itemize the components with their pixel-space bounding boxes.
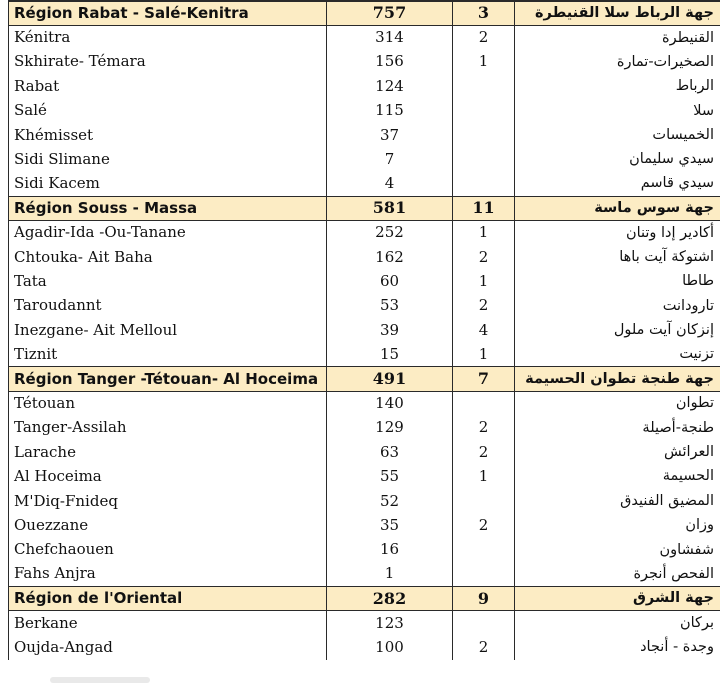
province-name-arabic: بركان <box>515 611 721 635</box>
province-name: Tanger-Assilah <box>9 416 327 440</box>
province-name-arabic: سيدي قاسم <box>515 172 721 196</box>
province-value: 35 <box>327 513 453 537</box>
province-count: 2 <box>453 635 515 659</box>
province-value: 60 <box>327 269 453 293</box>
province-row <box>9 147 721 171</box>
province-name: Khémisset <box>9 123 327 147</box>
province-name-arabic: سلا <box>515 99 721 123</box>
province-row <box>9 562 721 586</box>
province-value: 156 <box>327 50 453 74</box>
province-name: Tétouan <box>9 391 327 415</box>
province-value: 55 <box>327 464 453 488</box>
province-name-arabic: شفشاون <box>515 538 721 562</box>
statistics-table-sheet <box>8 0 720 668</box>
region-name: Région de l'Oriental <box>9 586 327 610</box>
province-count: 2 <box>453 245 515 269</box>
province-count <box>453 147 515 171</box>
province-row <box>9 50 721 74</box>
region-name: Région Rabat - Salé-Kenitra <box>9 1 327 25</box>
region-header-row <box>9 367 721 391</box>
province-value: 140 <box>327 391 453 415</box>
province-row <box>9 25 721 49</box>
province-name: Chtouka- Ait Baha <box>9 245 327 269</box>
province-value: 37 <box>327 123 453 147</box>
province-row <box>9 342 721 366</box>
region-name: Région Tanger -Tétouan- Al Hoceima <box>9 367 327 391</box>
province-name-arabic: العرائش <box>515 440 721 464</box>
region-count: 9 <box>453 586 515 610</box>
province-count <box>453 562 515 586</box>
province-value: 252 <box>327 221 453 245</box>
province-value: 124 <box>327 74 453 98</box>
province-count: 1 <box>453 269 515 293</box>
region-total: 491 <box>327 367 453 391</box>
province-count: 4 <box>453 318 515 342</box>
province-row <box>9 123 721 147</box>
province-name-arabic: تطوان <box>515 391 721 415</box>
province-row <box>9 489 721 513</box>
province-value: 123 <box>327 611 453 635</box>
province-count <box>453 611 515 635</box>
province-name-arabic: وزان <box>515 513 721 537</box>
province-name: Chefchaouen <box>9 538 327 562</box>
region-total: 581 <box>327 196 453 220</box>
province-row <box>9 538 721 562</box>
region-header-row <box>9 196 721 220</box>
province-value: 7 <box>327 147 453 171</box>
province-name: M'Diq-Fnideq <box>9 489 327 513</box>
province-value: 16 <box>327 538 453 562</box>
province-value: 39 <box>327 318 453 342</box>
province-value: 53 <box>327 294 453 318</box>
province-name-arabic: المضيق الفنيدق <box>515 489 721 513</box>
province-row <box>9 416 721 440</box>
province-name: Rabat <box>9 74 327 98</box>
province-name-arabic: الحسيمة <box>515 464 721 488</box>
province-value: 162 <box>327 245 453 269</box>
region-count: 3 <box>453 1 515 25</box>
province-value: 129 <box>327 416 453 440</box>
province-name-arabic: الفحص أنجرة <box>515 562 721 586</box>
column-divider <box>514 0 515 4</box>
province-name: Kénitra <box>9 25 327 49</box>
province-count: 1 <box>453 464 515 488</box>
province-count: 2 <box>453 513 515 537</box>
province-name: Sidi Slimane <box>9 147 327 171</box>
province-value: 1 <box>327 562 453 586</box>
region-name: Région Souss - Massa <box>9 196 327 220</box>
region-name-arabic: جهة الشرق <box>515 586 721 610</box>
province-name: Inezgane- Ait Melloul <box>9 318 327 342</box>
province-name-arabic: الرباط <box>515 74 721 98</box>
province-name: Tiznit <box>9 342 327 366</box>
province-row <box>9 318 721 342</box>
province-count: 1 <box>453 342 515 366</box>
province-name: Agadir-Ida -Ou-Tanane <box>9 221 327 245</box>
province-name-arabic: تزنيت <box>515 342 721 366</box>
province-count <box>453 99 515 123</box>
province-name-arabic: وجدة - أنجاد <box>515 635 721 659</box>
province-count <box>453 123 515 147</box>
province-name-arabic: اشتوكة آيت باها <box>515 245 721 269</box>
province-row <box>9 513 721 537</box>
province-row <box>9 440 721 464</box>
province-value: 63 <box>327 440 453 464</box>
province-count <box>453 391 515 415</box>
province-count: 2 <box>453 294 515 318</box>
province-row <box>9 611 721 635</box>
region-total: 282 <box>327 586 453 610</box>
province-name-arabic: طاطا <box>515 269 721 293</box>
province-name-arabic: تارودانت <box>515 294 721 318</box>
regional-table-body <box>9 1 721 660</box>
province-name: Taroudannt <box>9 294 327 318</box>
province-row <box>9 221 721 245</box>
province-count <box>453 172 515 196</box>
province-count <box>453 489 515 513</box>
province-value: 100 <box>327 635 453 659</box>
province-count: 2 <box>453 25 515 49</box>
page-shadow <box>50 677 150 683</box>
region-name-arabic: جهة سوس ماسة <box>515 196 721 220</box>
province-name: Oujda-Angad <box>9 635 327 659</box>
province-row <box>9 245 721 269</box>
province-name: Ouezzane <box>9 513 327 537</box>
column-divider <box>326 0 327 4</box>
regional-table <box>8 0 720 660</box>
province-name: Sidi Kacem <box>9 172 327 196</box>
province-row <box>9 294 721 318</box>
province-row <box>9 464 721 488</box>
province-count: 1 <box>453 50 515 74</box>
region-header-row <box>9 1 721 25</box>
province-name: Tata <box>9 269 327 293</box>
province-row <box>9 172 721 196</box>
province-name-arabic: الخميسات <box>515 123 721 147</box>
province-name-arabic: إنزكان آيت ملول <box>515 318 721 342</box>
province-name: Skhirate- Témara <box>9 50 327 74</box>
province-name: Salé <box>9 99 327 123</box>
province-row <box>9 74 721 98</box>
province-count: 2 <box>453 416 515 440</box>
region-count: 11 <box>453 196 515 220</box>
province-count: 2 <box>453 440 515 464</box>
region-name-arabic: جهة طنجة تطوان الحسيمة <box>515 367 721 391</box>
province-row <box>9 269 721 293</box>
province-name-arabic: أكادير إدا وتنان <box>515 221 721 245</box>
province-name: Al Hoceima <box>9 464 327 488</box>
province-name: Fahs Anjra <box>9 562 327 586</box>
province-name-arabic: سيدي سليمان <box>515 147 721 171</box>
province-count <box>453 538 515 562</box>
region-count: 7 <box>453 367 515 391</box>
province-row <box>9 391 721 415</box>
province-name-arabic: الصخيرات-تمارة <box>515 50 721 74</box>
region-name-arabic: جهة الرباط سلا القنيطرة <box>515 1 721 25</box>
province-row <box>9 635 721 659</box>
region-header-row <box>9 586 721 610</box>
province-value: 4 <box>327 172 453 196</box>
province-name: Larache <box>9 440 327 464</box>
province-value: 52 <box>327 489 453 513</box>
province-value: 115 <box>327 99 453 123</box>
province-name-arabic: طنجة-أصيلة <box>515 416 721 440</box>
province-row <box>9 99 721 123</box>
column-divider <box>452 0 453 4</box>
province-count <box>453 74 515 98</box>
province-value: 314 <box>327 25 453 49</box>
province-value: 15 <box>327 342 453 366</box>
region-total: 757 <box>327 1 453 25</box>
province-count: 1 <box>453 221 515 245</box>
province-name-arabic: القنيطرة <box>515 25 721 49</box>
province-name: Berkane <box>9 611 327 635</box>
